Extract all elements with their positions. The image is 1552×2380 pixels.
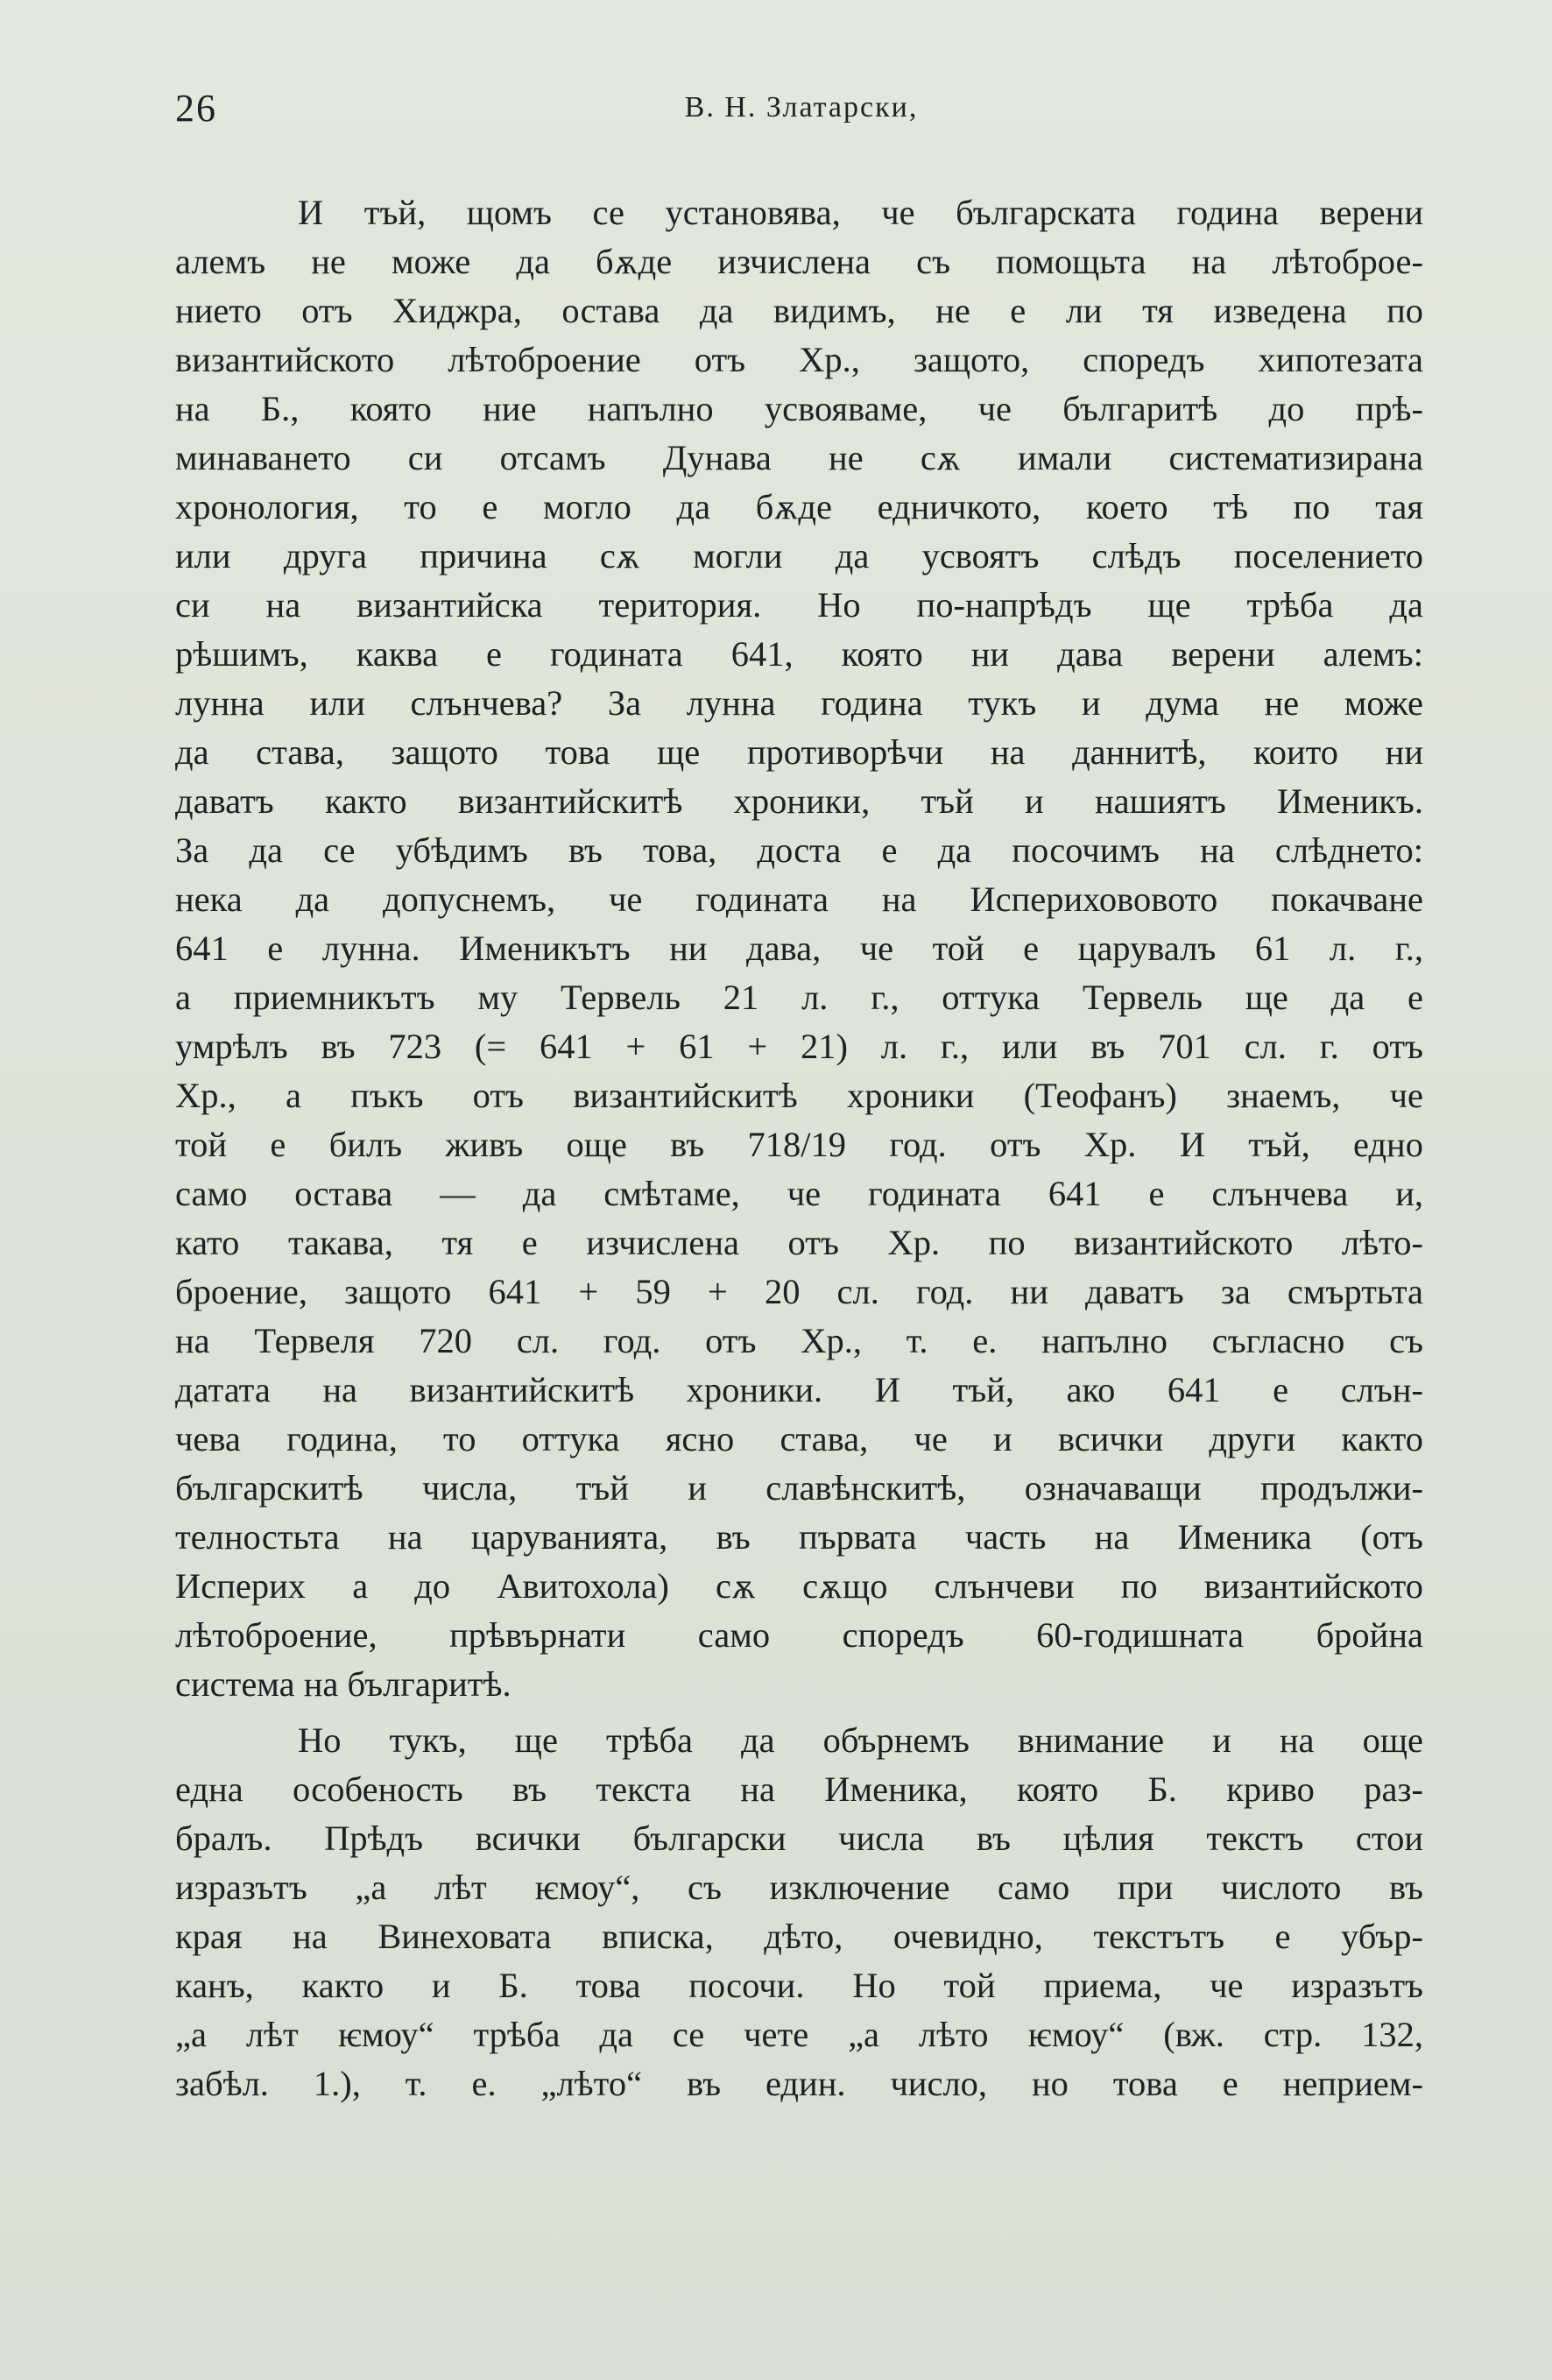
text-line: 641 е лунна. Именикътъ ни дава, че той е царувалъ 61 л. г., [175, 929, 1423, 968]
text-line: чева година, то оттука ясно става, че и всички други както [175, 1419, 1423, 1458]
text-line: бралъ. Прѣдъ всички български числа въ цѣлия текстъ стои [175, 1819, 1423, 1858]
text-line: византийското лѣтоброение отъ Хр., защото, споредъ хипотезата [175, 340, 1423, 379]
text-line: края на Винеховата вписка, дѣто, очевидно, текстътъ е убър- [175, 1917, 1423, 1956]
body-text [175, 188, 1423, 2108]
text-line: система на българитѣ. [175, 1664, 511, 1704]
page-header [175, 86, 1428, 147]
text-line: Хр., а пъкъ отъ византийскитѣ хроники (Теофанъ) знаемъ, че [175, 1076, 1423, 1115]
text-line: а приемникътъ му Тервель 21 л. г., оттука Тервель ще да е [175, 978, 1423, 1017]
text-line: рѣшимъ, каква е годината 641, която ни дава верени алемъ: [175, 634, 1423, 674]
text-line: умрѣлъ въ 723 (= 641 + 61 + 21) л. г., или въ 701 сл. г. отъ [175, 1027, 1423, 1066]
text-line: изразътъ „а лѣт ѥмоу“, съ изключение само при числото въ [175, 1868, 1423, 1907]
text-line: забѣл. 1.), т. е. „лѣто“ въ един. число, но това е неприем- [175, 2064, 1423, 2103]
text-line: „а лѣт ѥмоу“ трѣба да се чете „а лѣто ѥмоу“ (вж. стр. 132, [175, 2015, 1423, 2054]
text-line: алемъ не може да бѫде изчислена съ помощьта на лѣтоброе- [175, 242, 1423, 281]
text-line: датата на византийскитѣ хроники. И тъй, ако 641 е слън- [175, 1370, 1423, 1409]
text-line: нието отъ Хиджра, остава да видимъ, не е ли тя изведена по [175, 291, 1423, 330]
text-line: да става, защото това ще противорѣчи на даннитѣ, които ни [175, 732, 1423, 772]
text-line: телностьта на царуванията, въ първата часть на Именика (отъ [175, 1517, 1423, 1557]
text-line: нека да допуснемъ, че годината на Исперихововото покачване [175, 879, 1423, 919]
text-line: като такава, тя е изчислена отъ Хр. по византийското лѣто- [175, 1223, 1423, 1262]
text-line: броение, защото 641 + 59 + 20 сл. год. ни даватъ за смъртьта [175, 1272, 1423, 1311]
text-line: на Тервеля 720 сл. год. отъ Хр., т. е. напълно съгласно съ [175, 1321, 1423, 1360]
running-head: В. Н. Златарски, [684, 91, 919, 124]
text-line: За да се убѣдимъ въ това, доста е да посочимъ на слѣднето: [175, 830, 1423, 870]
text-line: даватъ както византийскитѣ хроники, тъй и нашиятъ Именикъ. [175, 781, 1423, 821]
text-line: една особеность въ текста на Именика, която Б. криво раз- [175, 1769, 1423, 1809]
text-line: Но тукъ, ще трѣба да обърнемъ внимание и на още [298, 1720, 1423, 1760]
text-line: канъ, както и Б. това посочи. Но той приема, че изразътъ [175, 1966, 1423, 2005]
text-line: или друга причина сѫ могли да усвоятъ слѣдъ поселението [175, 536, 1423, 576]
text-line: хронология, то е могло да бѫде едничкото, което тѣ по тая [175, 487, 1423, 526]
text-line: си на византийска територия. Но по-напрѣдъ ще трѣба да [175, 585, 1423, 625]
text-line: минаването си отсамъ Дунава не сѫ имали систематизирана [175, 438, 1423, 477]
text-line: само остава — да смѣтаме, че годината 641 е слънчева и, [175, 1174, 1423, 1213]
text-line: на Б., която ние напълно усвояваме, че българитѣ до прѣ- [175, 389, 1423, 428]
text-line: лѣтоброение, прѣвърнати само споредъ 60-годишната бройна [175, 1615, 1423, 1655]
text-line: българскитѣ числа, тъй и славѣнскитѣ, означаващи продължи- [175, 1468, 1423, 1508]
page-number: 26 [175, 87, 217, 130]
text-line: Исперих а до Авитохола) сѫ сѫщо слънчеви по византийското [175, 1566, 1423, 1606]
text-line: той е билъ живъ още въ 718/19 год. отъ Хр. И тъй, едно [175, 1125, 1423, 1164]
text-line: лунна или слънчева? За лунна година тукъ и дума не може [175, 683, 1423, 723]
text-line: И тъй, щомъ се установява, че българската година верени [298, 193, 1423, 232]
